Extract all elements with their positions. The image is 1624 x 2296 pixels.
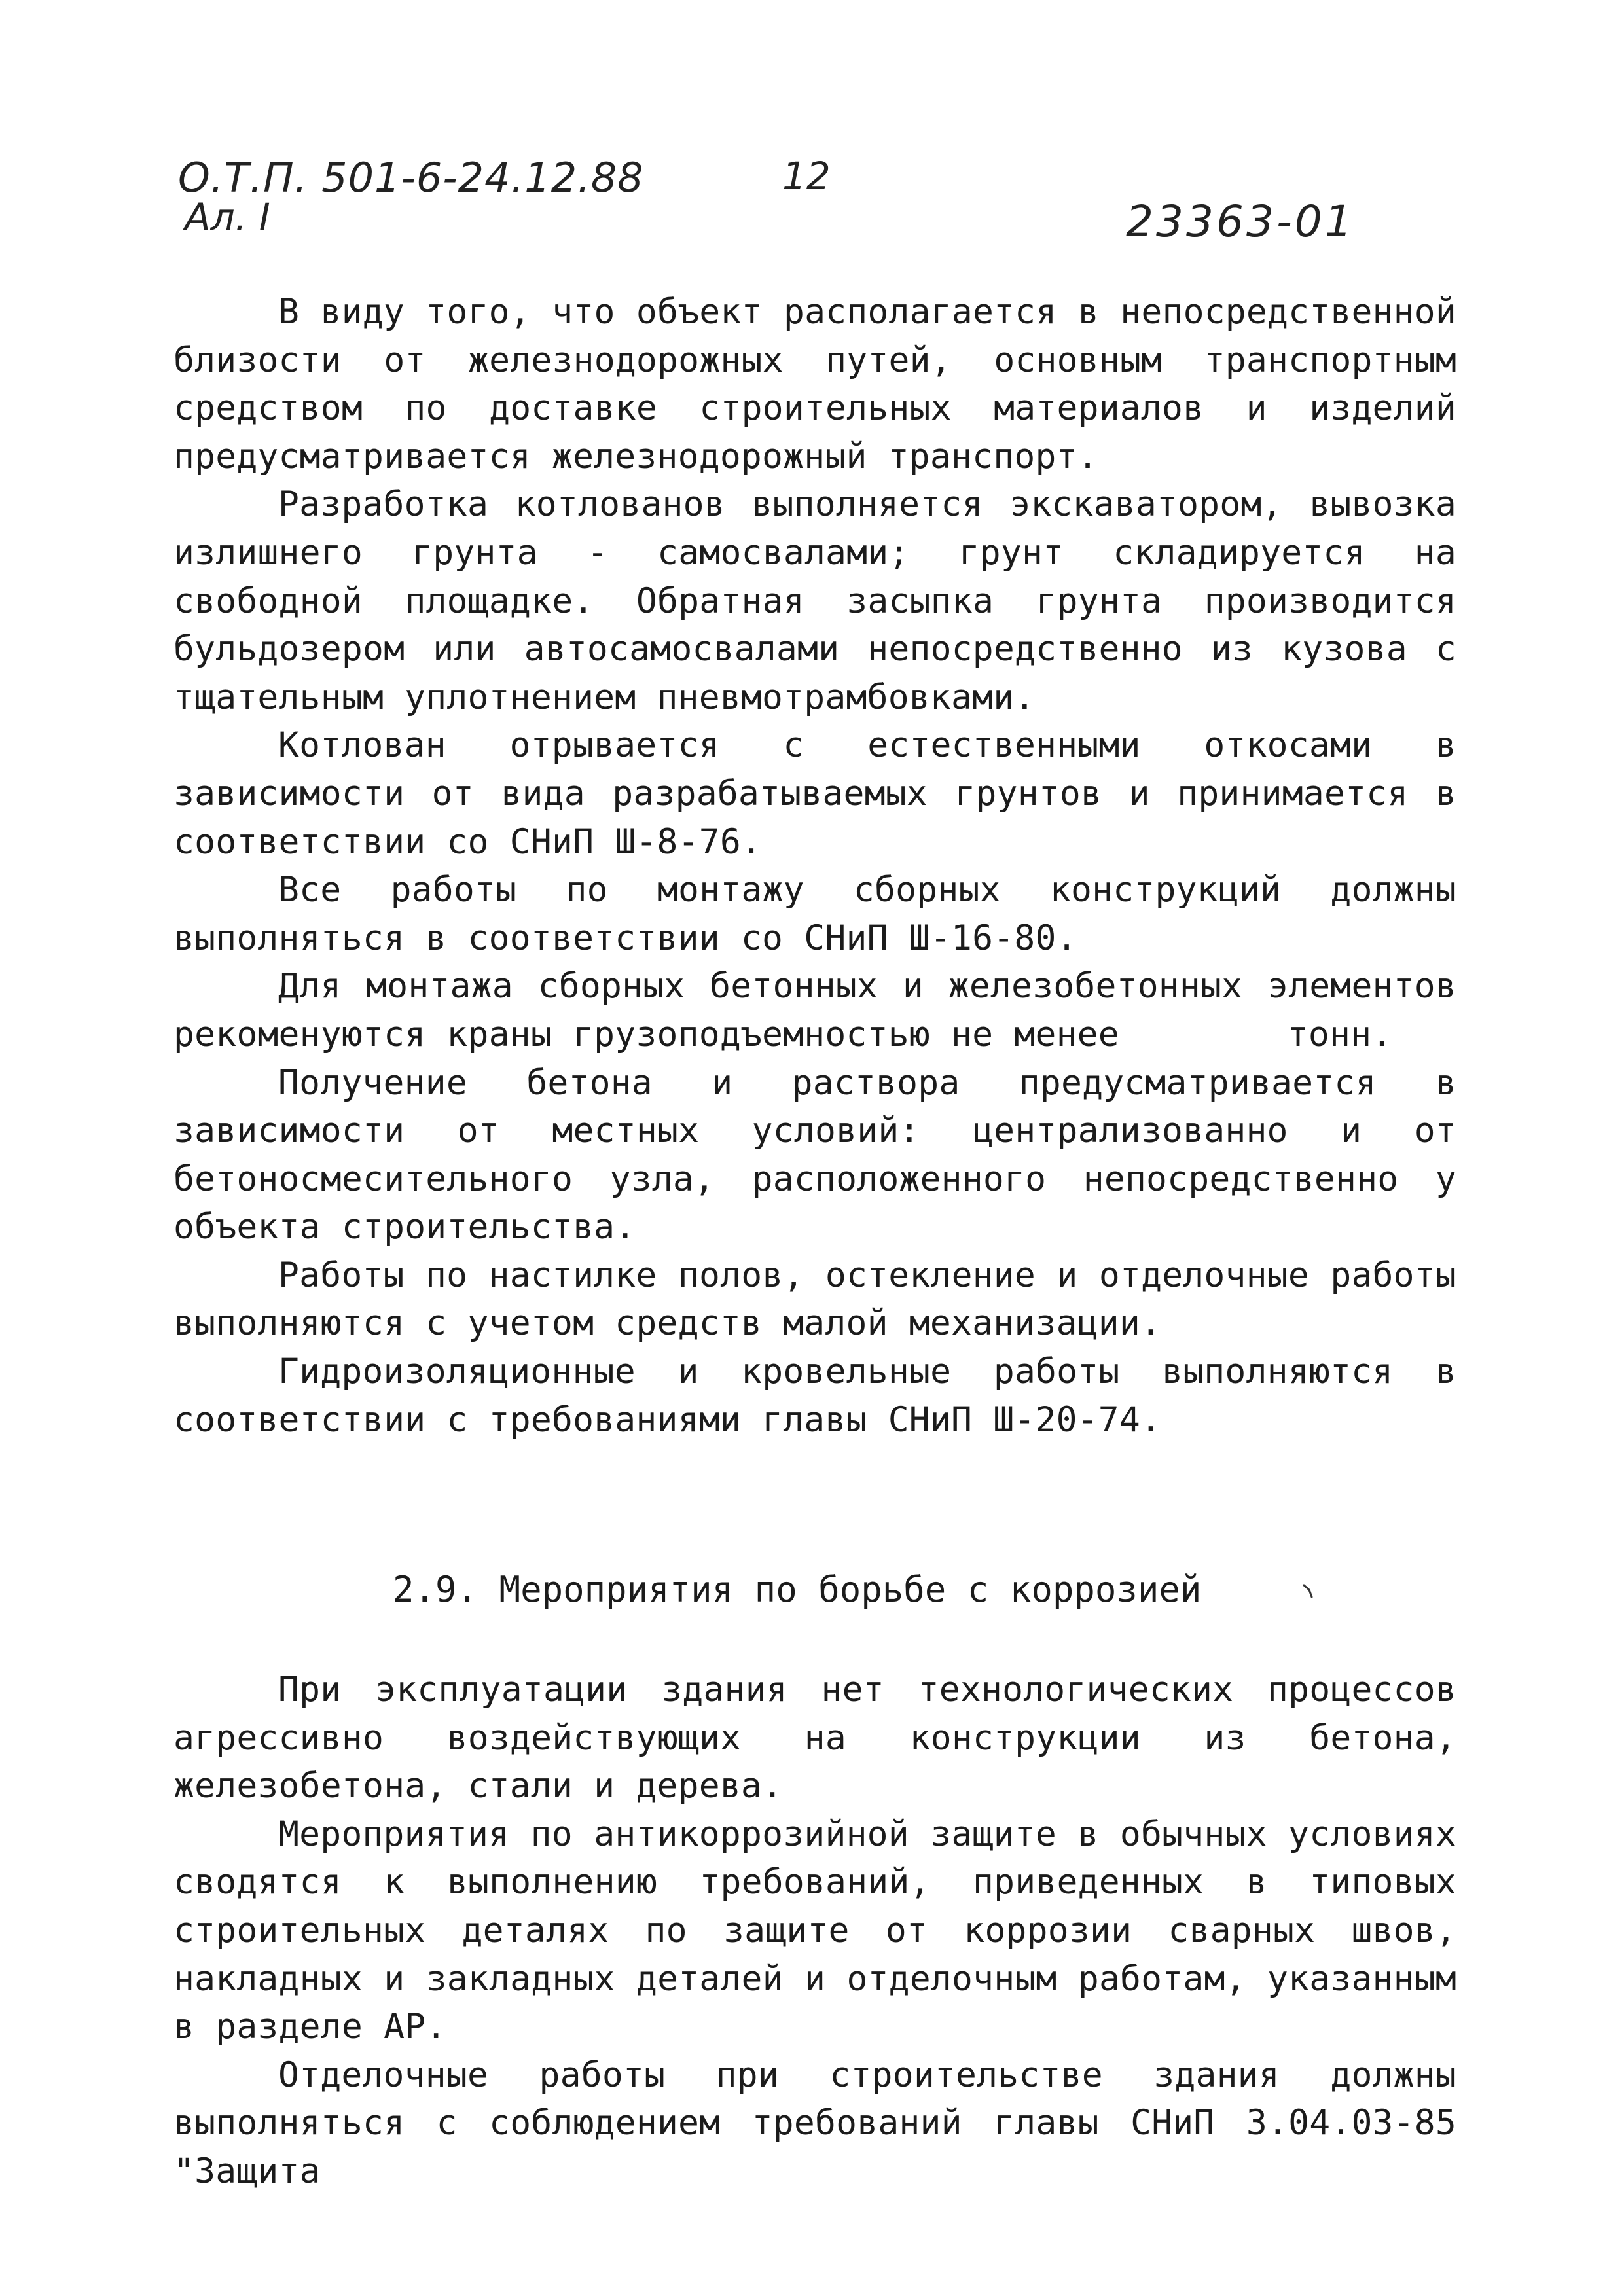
document-code: О.Т.П. 501-6-24.12.88 [178, 154, 644, 202]
document-number: 23363-01 [1126, 196, 1355, 247]
paragraph: Гидроизоляционные и кровельные работы выполняются в соответствии с требованиями главы СНиП Ш-20-74. [173, 1352, 1456, 1440]
paragraph: Разработка котлованов выполняется экскаватором, вывозка излишнего грунта - самосвалами; грунт складируется на свободной площадке. Обратная засыпка грунта производится бульдозером или автосамосвалами непосредственно из кузова с тщательным уплотнением пневмотрамбовками. [173, 484, 1456, 717]
paragraph: Все работы по монтажу сборных конструкций должны выполняться в соответствии со СНиП Ш-16-80. [173, 870, 1456, 958]
paragraph: При эксплуатации здания нет технологических процессов агрессивно воздействующих на конструкции из бетона, железобетона, стали и дерева. [173, 1670, 1456, 1806]
paragraph: Мероприятия по антикоррозийной защите в обычных условиях сводятся к выполнению требований, приведенных в типовых строительных деталях по защите от коррозии сварных швов, накладных и закладных деталей и отделочным работам, указанным в разделе АР. [173, 1814, 1456, 2047]
paragraph: Котлован отрывается с естественными откосами в зависимости от вида разрабатываемых грунтов и принимается в соответствии со СНиП Ш-8-76. [173, 725, 1456, 862]
paragraph: Работы по настилке полов, остекление и отделочные работы выполняются с учетом средств малой механизации. [173, 1255, 1456, 1344]
paragraph: В виду того, что объект располагается в непосредственной близости от железнодорожных путей, основным транспортным средством по доставке строительных материалов и изделий предусматривается железнодорожный транспорт. [173, 292, 1456, 476]
section-heading: 2.9. Мероприятия по борьбе с коррозией [393, 1569, 1202, 1610]
sheet-reference: Ал. I [185, 195, 270, 240]
page-number: 12 [782, 154, 831, 198]
paragraph: Для монтажа сборных бетонных и железобетонных элементов рекоменуются краны грузоподъемностью не менее тонн. [173, 966, 1478, 1054]
pen-mark-icon [1303, 1584, 1317, 1600]
section-corrosion-text [173, 1666, 1456, 2196]
section-construction-text [173, 288, 1478, 1444]
paragraph: Отделочные работы при строительстве здания должны выполняться с соблюдением требований главы СНиП 3.04.03-85 "Защита [173, 2054, 1456, 2191]
paragraph: Получение бетона и раствора предусматривается в зависимости от местных условий: централизованно и от бетоносмесительного узла, расположенного непосредственно у объекта строительства. [173, 1062, 1456, 1247]
